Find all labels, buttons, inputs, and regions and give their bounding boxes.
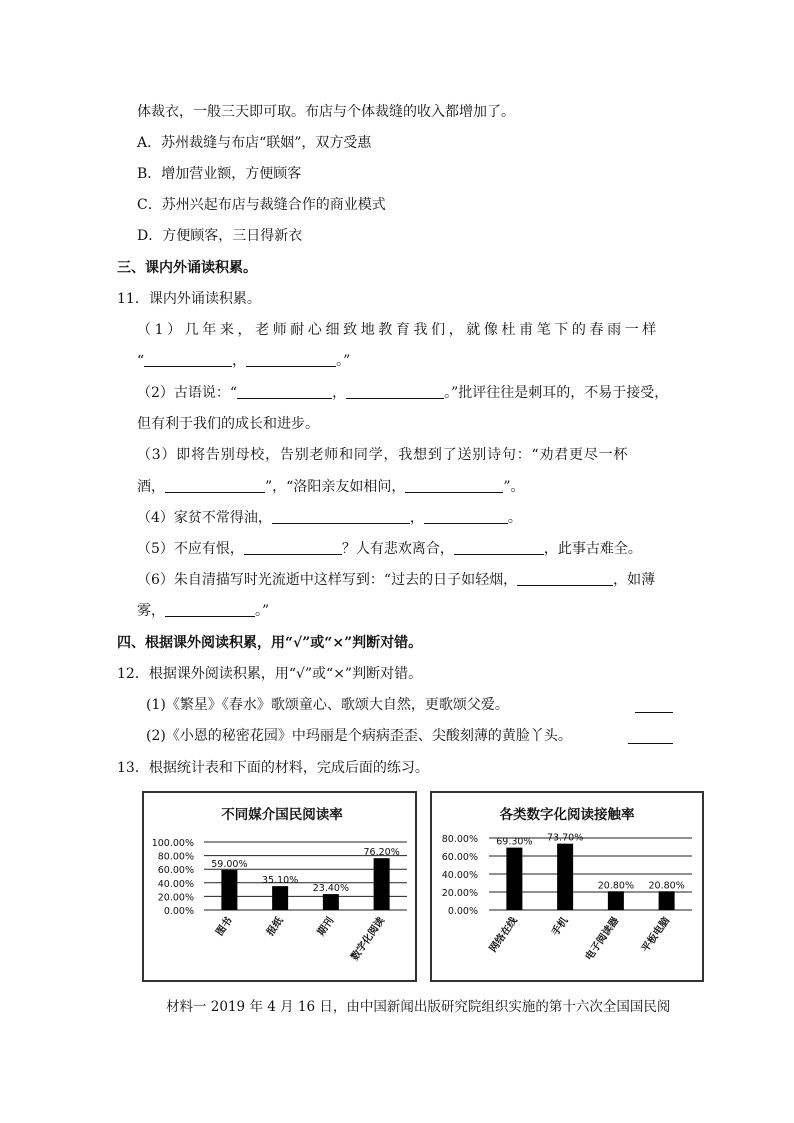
item-6-prefix: （6）朱自清描写时光流逝中这样写到：“过去的日子如轻烟， xyxy=(137,572,518,588)
bar xyxy=(272,886,288,910)
data-label: 76.20% xyxy=(363,847,400,859)
y-tick-label: 80.00% xyxy=(157,851,194,863)
y-tick-label: 20.00% xyxy=(441,888,478,899)
y-tick-label: 20.00% xyxy=(157,892,194,904)
data-label: 35.10% xyxy=(262,875,299,887)
option-c: C．苏州兴起布店与裁缝合作的商业模式 xyxy=(137,197,386,213)
category-label: 图书 xyxy=(214,915,235,939)
judgement-blank[interactable] xyxy=(628,729,673,744)
comma: ， xyxy=(409,510,424,526)
item-2-prefix: （2）古语说：“ xyxy=(137,385,238,401)
chart-media-reading-rate xyxy=(142,791,417,982)
q11-item-6-line-b xyxy=(137,602,269,620)
item-5-middle: ？人有悲欢离合， xyxy=(341,541,454,557)
item-2-suffix: 。”批评往往是刺耳的，不易于接受， xyxy=(444,385,669,401)
item-5-prefix: （5）不应有恨， xyxy=(137,541,244,557)
y-tick-label: 0.00% xyxy=(447,906,478,917)
bar xyxy=(374,858,390,910)
y-tick-label: 60.00% xyxy=(441,852,478,863)
item-3-middle: ”，“洛阳亲友如相问， xyxy=(265,479,406,495)
text-line-1: 体裁衣，一般三天即可取。布店与个体裁缝的收入都增加了。 xyxy=(137,104,515,120)
q11-item-2-line-b: 但有利于我们的成长和进步。 xyxy=(137,416,319,432)
y-tick-label: 40.00% xyxy=(157,878,194,890)
item-4-prefix: （4）家贫不常得油， xyxy=(137,510,272,526)
item-5-suffix: ，此事古难全。 xyxy=(543,541,642,557)
data-label: 73.70% xyxy=(547,832,584,844)
y-tick-label: 40.00% xyxy=(441,870,478,881)
bar xyxy=(608,891,624,910)
chart-title: 各类数字化阅读接触率 xyxy=(499,807,635,823)
bar xyxy=(323,894,339,910)
question-13: 13．根据统计表和下面的材料，完成后面的练习。 xyxy=(117,760,429,776)
data-label: 69.30% xyxy=(496,836,533,848)
item-6-suffix: ，如薄 xyxy=(613,572,656,588)
answer-blank[interactable] xyxy=(165,602,255,617)
q12-item-1: (1)《繁星》《春水》歌颂童心、歌颂大自然，更歌颂父爱。 xyxy=(146,697,509,713)
item-6b-suffix: 。” xyxy=(255,603,270,619)
q11-item-5 xyxy=(137,540,642,558)
category-label: 期刊 xyxy=(315,915,337,939)
option-b: B．增加营业额，方便顾客 xyxy=(137,166,302,182)
chart-digital-reading-rate xyxy=(430,791,704,982)
option-d: D．方便顾客，三日得新衣 xyxy=(137,228,303,244)
data-label: 20.80% xyxy=(597,880,634,892)
period: 。 xyxy=(507,510,522,526)
answer-blank[interactable] xyxy=(405,478,503,493)
answer-blank[interactable] xyxy=(165,478,265,493)
open-quote: “ xyxy=(137,353,145,369)
data-label: 59.00% xyxy=(211,858,248,870)
category-label: 平板电脑 xyxy=(640,915,673,955)
y-tick-label: 60.00% xyxy=(157,865,194,877)
question-11: 11．课内外诵读积累。 xyxy=(117,291,261,307)
answer-blank[interactable] xyxy=(246,352,336,367)
q12-item-2: (2)《小恩的秘密花园》中玛丽是个病病歪歪、尖酸刻薄的黄脸丫头。 xyxy=(146,728,572,744)
answer-blank[interactable] xyxy=(244,540,342,555)
bar xyxy=(659,891,675,910)
data-label: 23.40% xyxy=(312,883,349,895)
answer-blank[interactable] xyxy=(237,384,332,399)
chart-2-svg xyxy=(432,793,702,980)
q11-item-6-line-a xyxy=(137,571,655,589)
option-a: A．苏州裁缝与布店“联姻”，双方受惠 xyxy=(137,135,372,151)
item-3-prefix: 酒， xyxy=(137,479,165,495)
category-label: 网络在线 xyxy=(487,915,520,955)
answer-blank[interactable] xyxy=(517,571,613,586)
item-3-suffix: ”。 xyxy=(503,479,525,495)
y-tick-label: 80.00% xyxy=(441,834,478,845)
q11-item-3-line-a: （3）即将告别母校，告别老师和同学，我想到了送别诗句：“劝君更尽一杯 xyxy=(137,447,629,463)
close-quote: 。” xyxy=(336,353,351,369)
bar xyxy=(506,848,522,910)
bar xyxy=(221,870,237,910)
q11-item-4 xyxy=(137,509,522,527)
section-4-heading: 四、根据课外阅读积累，用“√”或“×”判断对错。 xyxy=(117,635,423,651)
comma: ， xyxy=(232,353,247,369)
q11-item-1-line-a: （1）几年来，老师耐心细致地教育我们，就像杜甫笔下的春雨一样 xyxy=(137,322,660,338)
y-tick-label: 100.00% xyxy=(151,838,194,849)
item-6b-prefix: 雾， xyxy=(137,603,165,619)
chart-title: 不同媒介国民阅读率 xyxy=(221,807,343,823)
comma: ， xyxy=(332,385,347,401)
answer-blank[interactable] xyxy=(424,509,508,524)
answer-blank[interactable] xyxy=(144,352,232,367)
judgement-blank[interactable] xyxy=(635,698,673,713)
answer-blank[interactable] xyxy=(272,509,410,524)
material-one: 材料一 2019 年 4 月 16 日，由中国新闻出版研究院组织实施的第十六次全国国民阅 xyxy=(166,999,671,1015)
question-12: 12．根据课外阅读积累，用“√”或“×”判断对错。 xyxy=(117,666,423,682)
category-label: 报纸 xyxy=(265,915,286,939)
data-label: 20.80% xyxy=(648,880,685,892)
q11-item-2 xyxy=(137,384,668,402)
category-label: 手机 xyxy=(550,915,571,939)
answer-blank[interactable] xyxy=(346,384,444,399)
y-tick-label: 0.00% xyxy=(163,906,194,917)
bar xyxy=(557,844,573,910)
category-label: 电子阅读器 xyxy=(583,915,622,963)
answer-blank[interactable] xyxy=(454,540,544,555)
q11-item-3-line-b xyxy=(137,478,525,496)
category-label: 数字化阅读 xyxy=(349,915,388,963)
section-3-heading: 三、课内外诵读积累。 xyxy=(117,260,257,276)
q11-item-1-line-b xyxy=(137,352,350,370)
chart-1-svg xyxy=(144,793,415,980)
